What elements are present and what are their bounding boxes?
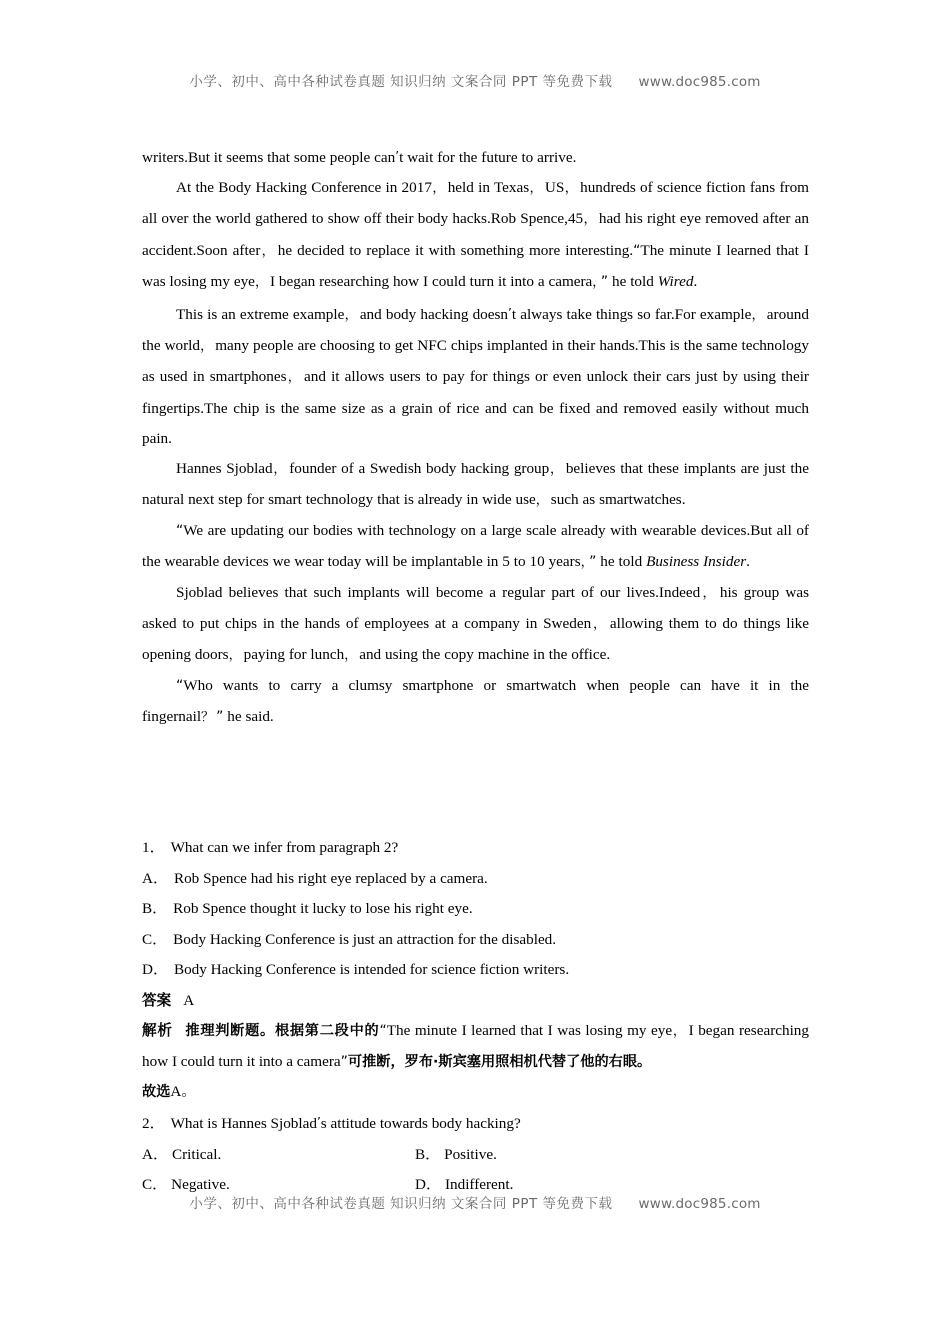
analysis-lead-cn: 推理判断题。根据第二段中的: [184, 1022, 380, 1039]
option-label-d: D．: [142, 961, 169, 978]
option-text-b: Rob Spence thought it lucky to lose his right eye.: [173, 900, 473, 917]
option-label-a: A．: [142, 869, 169, 887]
question-1-answer-line: [142, 986, 809, 1016]
question-1-analysis-tail: [142, 1077, 809, 1107]
publication-name-wired: Wired: [657, 272, 694, 290]
option-text-c: Negative.: [171, 1176, 230, 1193]
passage-paragraph-4: Hannes Sjoblad，founder of a Swedish body hacking group，believes that these implants are just the natural next step for smart technology that is already in wide use，such as smartwatches.: [142, 460, 809, 509]
passage-paragraph-5: “We are updating our bodies with technology on a large scale already with wearable devices.But all of the wearable devices we wear today will be implantable in 5 to 10 years，” he told Business Insider.: [142, 522, 809, 570]
option-text-a: Rob Spence had his right eye replaced by a camera.: [173, 869, 488, 887]
question-2-block: [142, 1107, 809, 1201]
option-text-a: Critical.: [171, 1145, 222, 1163]
analysis-tail-end: 。: [181, 1084, 196, 1101]
watermark-chinese-text: 小学、初中、高中各种试卷真题 知识归纳 文案合同 PPT 等免费下载: [189, 74, 613, 90]
publication-name-business-insider: Business Insider: [646, 552, 747, 570]
passage-paragraph-3: This is an extreme example，and body hacking doesn’t always take things so far.For example，around the world，many people are choosing to get NFC chips implanted in their hands.This is the same technology as used in smartphones，and it allows users to pay for things or even unlock their cars just by using their fingertips.The chip is the same size as a grain of rice and can be fixed and removed easily without much pain.: [142, 306, 809, 447]
question-1-option-a[interactable]: [142, 864, 809, 895]
answer-label: 答案: [142, 991, 172, 1009]
analysis-tail-choice: A: [170, 1083, 182, 1101]
watermark-chinese-text: 小学、初中、高中各种试卷真题 知识归纳 文案合同 PPT 等免费下载: [189, 1196, 613, 1212]
option-text-b: Positive.: [444, 1145, 497, 1163]
watermark-site-url: www.doc985.com: [638, 1196, 761, 1212]
passage-paragraph-1: writers.But it seems that some people can’t wait for the future to arrive.: [142, 149, 577, 166]
passage-paragraph-6: Sjoblad believes that such implants will become a regular part of our lives.Indeed，his group was asked to put chips in the hands of employees at a company in Sweden，allowing them to do things like opening doors，paying for lunch，and using the copy machine in the office.: [142, 583, 810, 664]
apostrophe-glyph: ’: [395, 149, 400, 163]
analysis-quote-open: “: [379, 1022, 387, 1039]
option-label-d: D．: [415, 1176, 442, 1193]
header-watermark: [0, 70, 950, 90]
analysis-quote-text: The minute I learned that I was losing my eye，I began researching how I could turn it into a camera: [142, 1021, 809, 1070]
option-label-c: C．: [142, 1176, 168, 1193]
question-1-number: 1．: [142, 839, 165, 856]
question-2-option-b[interactable]: [415, 1140, 497, 1171]
passage-paragraph-7: “Who wants to carry a clumsy smartphone or smartwatch when people can have it in the fingernail？” he said.: [142, 677, 809, 725]
question-1-block: [142, 833, 809, 1107]
analysis-label: 解析: [142, 1021, 173, 1039]
question-1-analysis: [142, 1016, 809, 1077]
passage-paragraph-2: At the Body Hacking Conference in 2017，held in Texas，US，hundreds of science fiction fans from all over the world gathered to show off their body hacks.Rob Spence,45，had his right eye removed after an accident.Soon after，he decided to replace it with something more interesting.“The minute I learned that I was losing my eye，I began researching how I could turn it into a camera，” he told Wired.: [142, 179, 809, 290]
answer-value: A: [183, 991, 195, 1009]
option-text-c: Body Hacking Conference is just an attraction for the disabled.: [173, 930, 557, 948]
question-1-option-b[interactable]: [142, 894, 809, 925]
question-2-option-a[interactable]: [142, 1140, 221, 1171]
option-label-a: A．: [142, 1145, 169, 1163]
analysis-tail-cn: 故选: [142, 1084, 171, 1101]
analysis-quote-close: ”: [340, 1053, 348, 1070]
footer-watermark: [0, 1192, 950, 1212]
question-1-option-c[interactable]: [142, 925, 809, 956]
question-2-stem: 2． What is Hannes Sjoblad’s attitude towards body hacking?: [142, 1115, 521, 1132]
question-1-stem: [142, 833, 809, 864]
question-2-number: 2．: [142, 1115, 165, 1132]
question-2-option-row-1: [142, 1140, 809, 1171]
question-1-stem-text: What can we infer from paragraph 2?: [170, 839, 399, 856]
option-label-c: C．: [142, 930, 168, 948]
option-label-b: B．: [415, 1145, 441, 1163]
watermark-site-url: www.doc985.com: [638, 74, 761, 90]
option-text-d: Indifferent.: [444, 1176, 514, 1193]
option-label-b: B．: [142, 900, 168, 917]
question-1-option-d[interactable]: [142, 955, 809, 986]
analysis-mid-cn: 可推断，罗布·斯宾塞用照相机代替了他的右眼。: [347, 1053, 652, 1070]
option-text-d: Body Hacking Conference is intended for science fiction writers.: [173, 961, 570, 978]
passage-column: [142, 141, 809, 733]
